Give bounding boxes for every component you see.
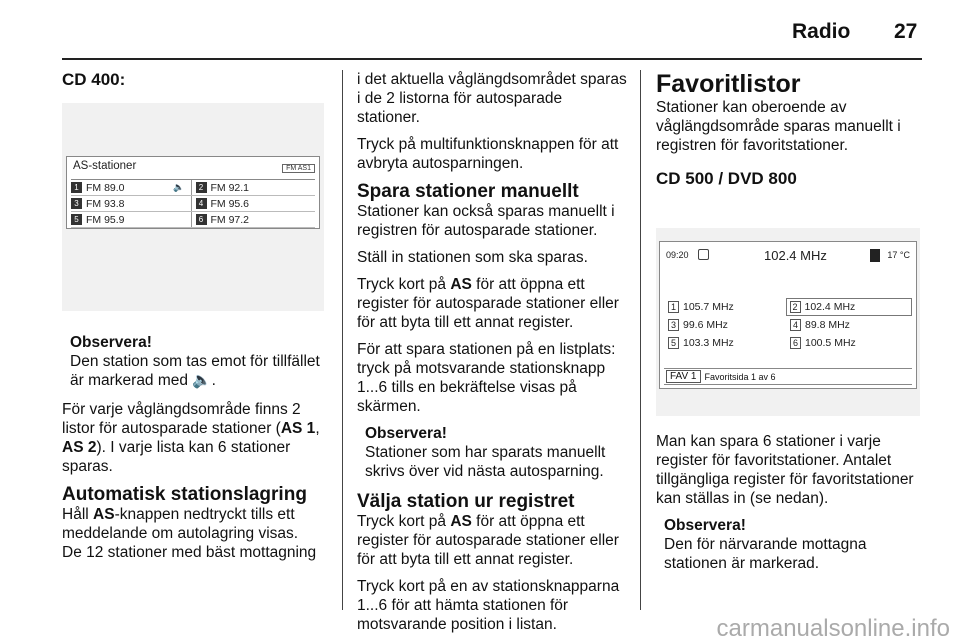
paragraph: För att spara stationen på en listplats: tryck på motsvarande stationsknapp 1...6 tills en bekräftelse visas på skärmen. bbox=[357, 341, 616, 415]
favorite-item-selected: 2 102.4 MHz bbox=[786, 298, 913, 316]
favorites-row bbox=[668, 334, 912, 352]
preset-number: 1 bbox=[71, 182, 82, 193]
favorites-footer bbox=[664, 368, 912, 385]
note-text: Stationer som har sparats manuellt skrivs över vid nästa autosparning. bbox=[365, 444, 606, 480]
model-label-cd500: CD 500 / DVD 800 bbox=[656, 169, 797, 188]
model-label-cd400: CD 400: bbox=[62, 70, 126, 89]
paragraph: Ställ in stationen som ska sparas. bbox=[357, 249, 588, 266]
watermark: carmanualsonline.info bbox=[716, 615, 950, 642]
column-3-text bbox=[656, 432, 922, 583]
header-divider bbox=[62, 58, 922, 60]
preset-item bbox=[191, 180, 316, 195]
paragraph: Man kan spara 6 stationer i varje register för favoritstationer. Antalet tillgängliga register för favoritstationer kan ställas in (se nedan). bbox=[656, 433, 914, 507]
status-bar bbox=[664, 246, 912, 266]
preset-row bbox=[71, 180, 315, 196]
fav-button: FAV 1 bbox=[666, 370, 701, 383]
preset-text: FM 89.0 bbox=[86, 181, 125, 194]
paragraph: För varje våglängdsområde finns 2 listor för autosparade stationer (AS 1, AS 2). I varje lista kan 6 stationer sparas. bbox=[62, 401, 320, 475]
note-box bbox=[656, 516, 922, 573]
favorites-panel bbox=[659, 241, 917, 389]
temperature: 17 °C bbox=[887, 250, 910, 260]
favorites-list bbox=[668, 298, 912, 352]
preset-row bbox=[71, 212, 315, 228]
favorite-page-label: Favoritsida 1 av 6 bbox=[704, 371, 776, 382]
as-stations-title: AS-stationer bbox=[73, 160, 137, 172]
preset-item bbox=[71, 212, 191, 227]
paragraph: Tryck kort på en av stationsknapparna 1...6 för att hämta stationen för motsvarande position i listan. bbox=[357, 578, 620, 633]
cd400-screen-figure bbox=[62, 103, 324, 311]
column-1-text bbox=[62, 333, 324, 570]
paragraph: i det aktuella våglängdsområdet sparas i de 2 listorna för autosparade stationer. bbox=[357, 71, 627, 126]
note-title: Observera! bbox=[365, 425, 447, 442]
page-number: 27 bbox=[894, 20, 918, 43]
page-header-title: Radio bbox=[792, 20, 851, 43]
preset-number: 3 bbox=[71, 198, 82, 209]
section-heading: Spara stationer manuellt bbox=[357, 181, 579, 202]
preset-row bbox=[71, 196, 315, 212]
note-title: Observera! bbox=[664, 517, 746, 534]
paragraph: Håll AS-knappen nedtryckt tills ett meddelande om autolagring visas. bbox=[62, 506, 299, 542]
as-stations-panel bbox=[66, 156, 320, 229]
favorite-item: 4 89.8 MHz bbox=[790, 316, 912, 334]
favorites-row bbox=[668, 298, 912, 316]
preset-number: 6 bbox=[196, 214, 207, 225]
current-frequency: 102.4 MHz bbox=[764, 248, 827, 263]
clock: 09:20 bbox=[666, 250, 689, 260]
note-box bbox=[357, 424, 629, 481]
column-divider bbox=[342, 70, 343, 610]
column-3 bbox=[656, 70, 922, 196]
fm-as1-tag: FM AS1 bbox=[282, 164, 315, 173]
favorite-item: 6 100.5 MHz bbox=[790, 334, 912, 352]
note-box bbox=[62, 333, 324, 390]
favorite-item: 5 103.3 MHz bbox=[668, 334, 790, 352]
section-heading: Automatisk stationslagring bbox=[62, 484, 307, 505]
preset-number: 4 bbox=[196, 198, 207, 209]
speaker-icon: 🔈 bbox=[173, 182, 185, 192]
favorite-item: 1 105.7 MHz bbox=[668, 298, 790, 316]
preset-number: 2 bbox=[196, 182, 207, 193]
note-title: Observera! bbox=[70, 334, 152, 351]
column-1 bbox=[62, 70, 324, 97]
preset-text: FM 95.6 bbox=[210, 197, 250, 210]
paragraph: Stationer kan oberoende av våglängdsområde sparas manuellt i registren för favoritstationer. bbox=[656, 99, 901, 154]
paragraph: Tryck kort på AS för att öppna ett register för autosparade stationer eller för att byta till ett annat register. bbox=[357, 513, 619, 568]
preset-text: FM 92.1 bbox=[210, 181, 250, 194]
paragraph: De 12 stationer med bäst mottagning bbox=[62, 544, 317, 561]
signal-icon bbox=[870, 249, 880, 262]
preset-item bbox=[191, 196, 316, 211]
tuner-icon bbox=[698, 249, 709, 260]
preset-item bbox=[191, 212, 316, 227]
section-heading: Välja station ur registret bbox=[357, 491, 575, 512]
preset-item bbox=[71, 196, 191, 211]
column-2 bbox=[357, 70, 629, 642]
favorite-item: 3 99.6 MHz bbox=[668, 316, 790, 334]
note-text: Den för närvarande mottagna stationen är markerad. bbox=[664, 536, 867, 572]
column-divider bbox=[640, 70, 641, 610]
favorites-row bbox=[668, 316, 912, 334]
cd500-screen-figure bbox=[656, 228, 920, 416]
note-text: Den station som tas emot för tillfället är markerad med 🔈. bbox=[70, 353, 320, 389]
paragraph: Tryck på multifunktionsknappen för att avbryta autosparningen. bbox=[357, 136, 619, 172]
preset-text: FM 93.8 bbox=[86, 197, 125, 210]
paragraph: Tryck kort på AS för att öppna ett register för autosparade stationer eller för att byta till ett annat register. bbox=[357, 276, 619, 331]
favorites-heading: Favoritlistor bbox=[656, 70, 801, 98]
preset-item bbox=[71, 180, 191, 195]
preset-grid bbox=[71, 179, 315, 228]
preset-number: 5 bbox=[71, 214, 82, 225]
preset-text: FM 95.9 bbox=[86, 213, 125, 226]
paragraph: Stationer kan också sparas manuellt i registren för autosparade stationer. bbox=[357, 203, 615, 239]
preset-text: FM 97.2 bbox=[210, 213, 250, 226]
